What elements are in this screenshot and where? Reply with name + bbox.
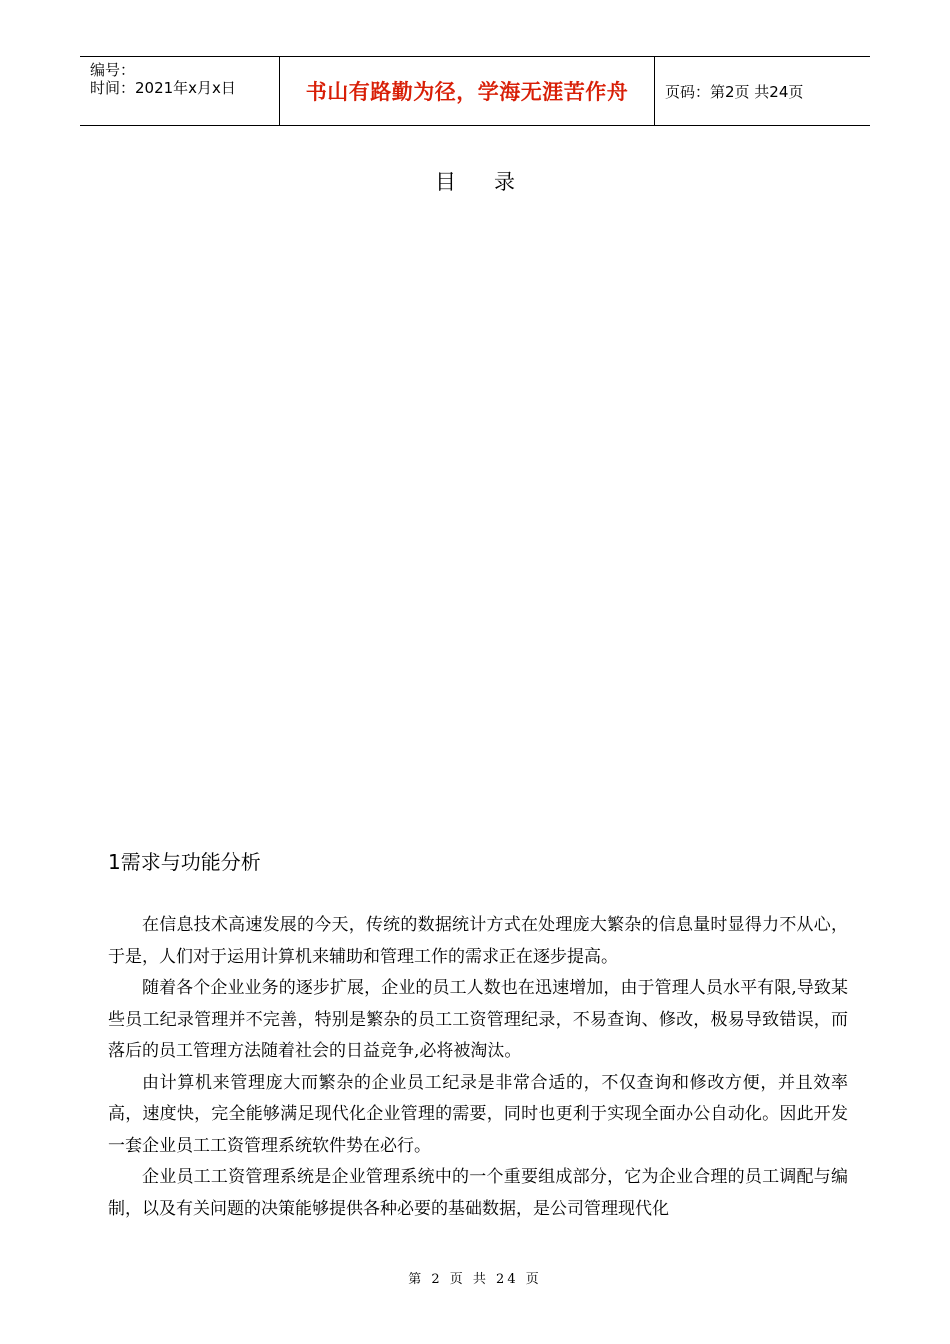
section-heading: 1需求与功能分析 [108,850,261,874]
date-label: 时间：2021年x月x日 [90,79,236,97]
section-body [108,910,848,1225]
paragraph: 在信息技术高速发展的今天，传统的数据统计方式在处理庞大繁杂的信息量时显得力不从心，于是，人们对于运用计算机来辅助和管理工作的需求正在逐步提高。 [108,915,848,967]
header-meta-cell [80,57,280,125]
header-motto: 书山有路勤为径，学海无涯苦作舟 [280,57,655,125]
page-header [80,56,870,126]
paragraph: 随着各个企业业务的逐步扩展，企业的员工人数也在迅速增加，由于管理人员水平有限,导致某些员工纪录管理并不完善，特别是繁杂的员工工资管理纪录，不易查询、修改，极易导致错误，而落后的员工管理方法随着社会的日益竞争,必将被淘汰。 [108,978,848,1061]
paragraph: 由计算机来管理庞大而繁杂的企业员工纪录是非常合适的，不仅查询和修改方便，并且效率高，速度快，完全能够满足现代化企业管理的需要，同时也更利于实现全面办公自动化。因此开发一套企业员工工资管理系统软件势在必行。 [108,1072,848,1156]
page-footer: 第 2 页 共 24 页 [408,1272,542,1287]
serial-number-label: 编号： [90,61,136,79]
paragraph: 企业员工工资管理系统是企业管理系统中的一个重要组成部分，它为企业合理的员工调配与编制，以及有关问题的决策能够提供各种必要的基础数据，是公司管理现代化 [108,1167,848,1219]
toc-title: 目录 [435,170,553,194]
header-page-info: 页码：第2页 共24页 [665,82,804,101]
